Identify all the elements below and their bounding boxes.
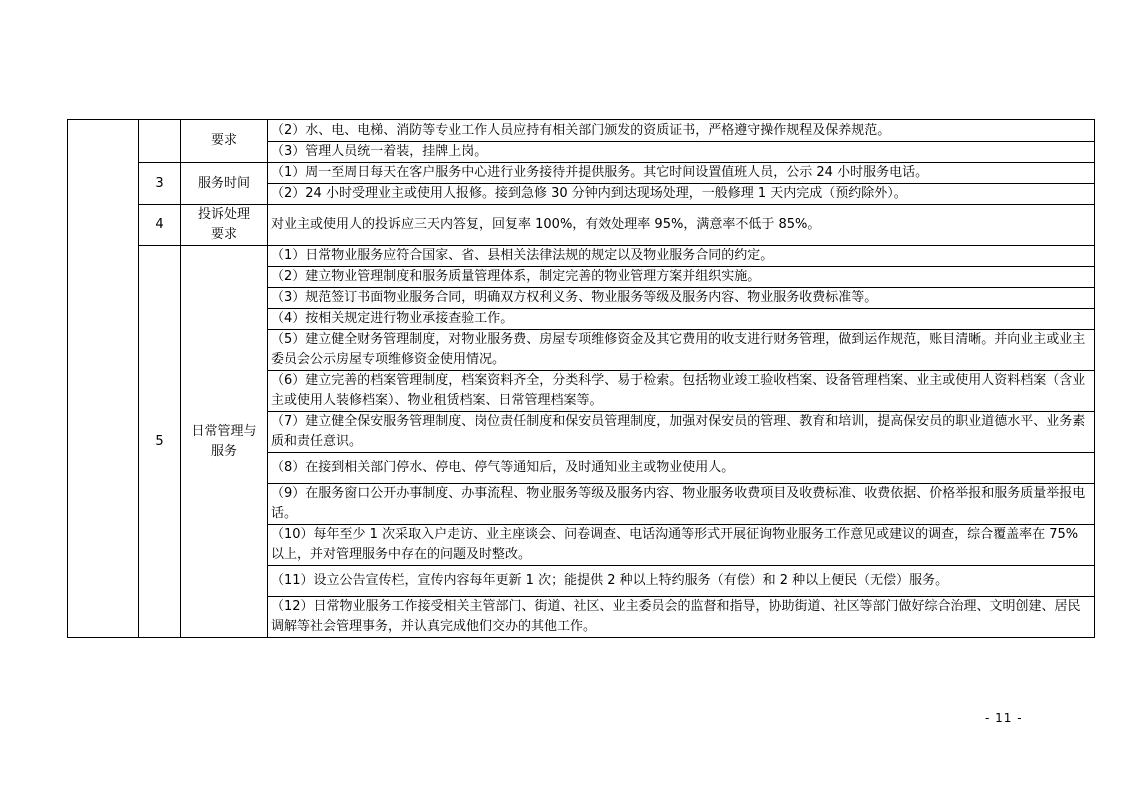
item-text: （3）管理人员统一着装，挂牌上岗。 (268, 142, 1095, 163)
table-row (68, 246, 1095, 267)
table-row (68, 205, 1095, 246)
category-cell: 服务时间 (181, 163, 268, 205)
item-text: （3）规范签订书面物业服务合同，明确双方权利义务、物业服务等级及服务内容、物业服务收费标准等。 (268, 288, 1095, 309)
item-text: （12）日常物业服务工作接受相关主管部门、街道、社区、业主委员会的监督和指导，协助街道、社区等部门做好综合治理、文明创建、居民调解等社会管理事务，并认真完成他们交办的其他工作。 (268, 597, 1095, 638)
page-number: - 11 - (985, 711, 1023, 725)
item-text: （10）每年至少 1 次采取入户走访、业主座谈会、问卷调查、电话沟通等形式开展征询物业服务工作意见或建议的调查，综合覆盖率在 75%以上，并对管理服务中存在的问题及时整改。 (268, 525, 1095, 566)
row-number-cell (139, 120, 181, 163)
item-text: （1）周一至周日每天在客户服务中心进行业务接待并提供服务。其它时间设置值班人员，公示 24 小时服务电话。 (268, 163, 1095, 184)
service-standard-table (67, 119, 1095, 638)
category-cell: 要求 (181, 120, 268, 163)
item-text: （11）设立公告宣传栏，宣传内容每年更新 1 次；能提供 2 种以上特约服务（有偿）和 2 种以上便民（无偿）服务。 (268, 566, 1095, 597)
item-text: （6）建立完善的档案管理制度，档案资料齐全，分类科学、易于检索。包括物业竣工验收档案、设备管理档案、业主或使用人资料档案（含业主或使用人装修档案）、物业租赁档案、日常管理档案等。 (268, 371, 1095, 412)
table-row (68, 120, 1095, 142)
category-line: 日常管理与 (191, 423, 257, 439)
row-number-cell: 5 (139, 246, 181, 638)
category-line: 要求 (210, 227, 237, 242)
item-text: （9）在服务窗口公开办事制度、办事流程、物业服务等级及服务内容、物业服务收费项目及收费标准、收费依据、价格举报和服务质量举报电话。 (268, 484, 1095, 525)
item-text: （8）在接到相关部门停水、停电、停气等通知后，及时通知业主或物业使用人。 (268, 453, 1095, 484)
item-text: （5）建立健全财务管理制度，对物业服务费、房屋专项维修资金及其它费用的收支进行财务管理，做到运作规范，账目清晰。并向业主或业主委员会公示房屋专项维修资金使用情况。 (268, 330, 1095, 371)
category-line: 服务 (210, 443, 237, 459)
item-text: （7）建立健全保安服务管理制度、岗位责任制度和保安员管理制度，加强对保安员的管理、教育和培训，提高保安员的职业道德水平、业务素质和责任意识。 (268, 412, 1095, 453)
category-cell (181, 246, 268, 638)
item-text: 对业主或使用人的投诉应三天内答复，回复率 100%，有效处理率 95%，满意率不低于 85%。 (268, 205, 1095, 246)
table-row (68, 163, 1095, 184)
category-line: 投诉处理 (197, 207, 250, 222)
row-number-cell: 3 (139, 163, 181, 205)
item-text: （2）建立物业管理制度和服务质量管理体系，制定完善的物业管理方案并组织实施。 (268, 267, 1095, 288)
item-text: （1）日常物业服务应符合国家、省、县相关法律法规的规定以及物业服务合同的约定。 (268, 246, 1095, 267)
category-cell (181, 205, 268, 246)
row-number-cell: 4 (139, 205, 181, 246)
item-text: （2）24 小时受理业主或使用人报修。接到急修 30 分钟内到达现场处理，一般修理 1 天内完成（预约除外）。 (268, 184, 1095, 205)
outer-category-cell (68, 120, 139, 638)
item-text: （4）按相关规定进行物业承接查验工作。 (268, 309, 1095, 330)
item-text: （2）水、电、电梯、消防等专业工作人员应持有相关部门颁发的资质证书，严格遵守操作规程及保养规范。 (268, 120, 1095, 142)
